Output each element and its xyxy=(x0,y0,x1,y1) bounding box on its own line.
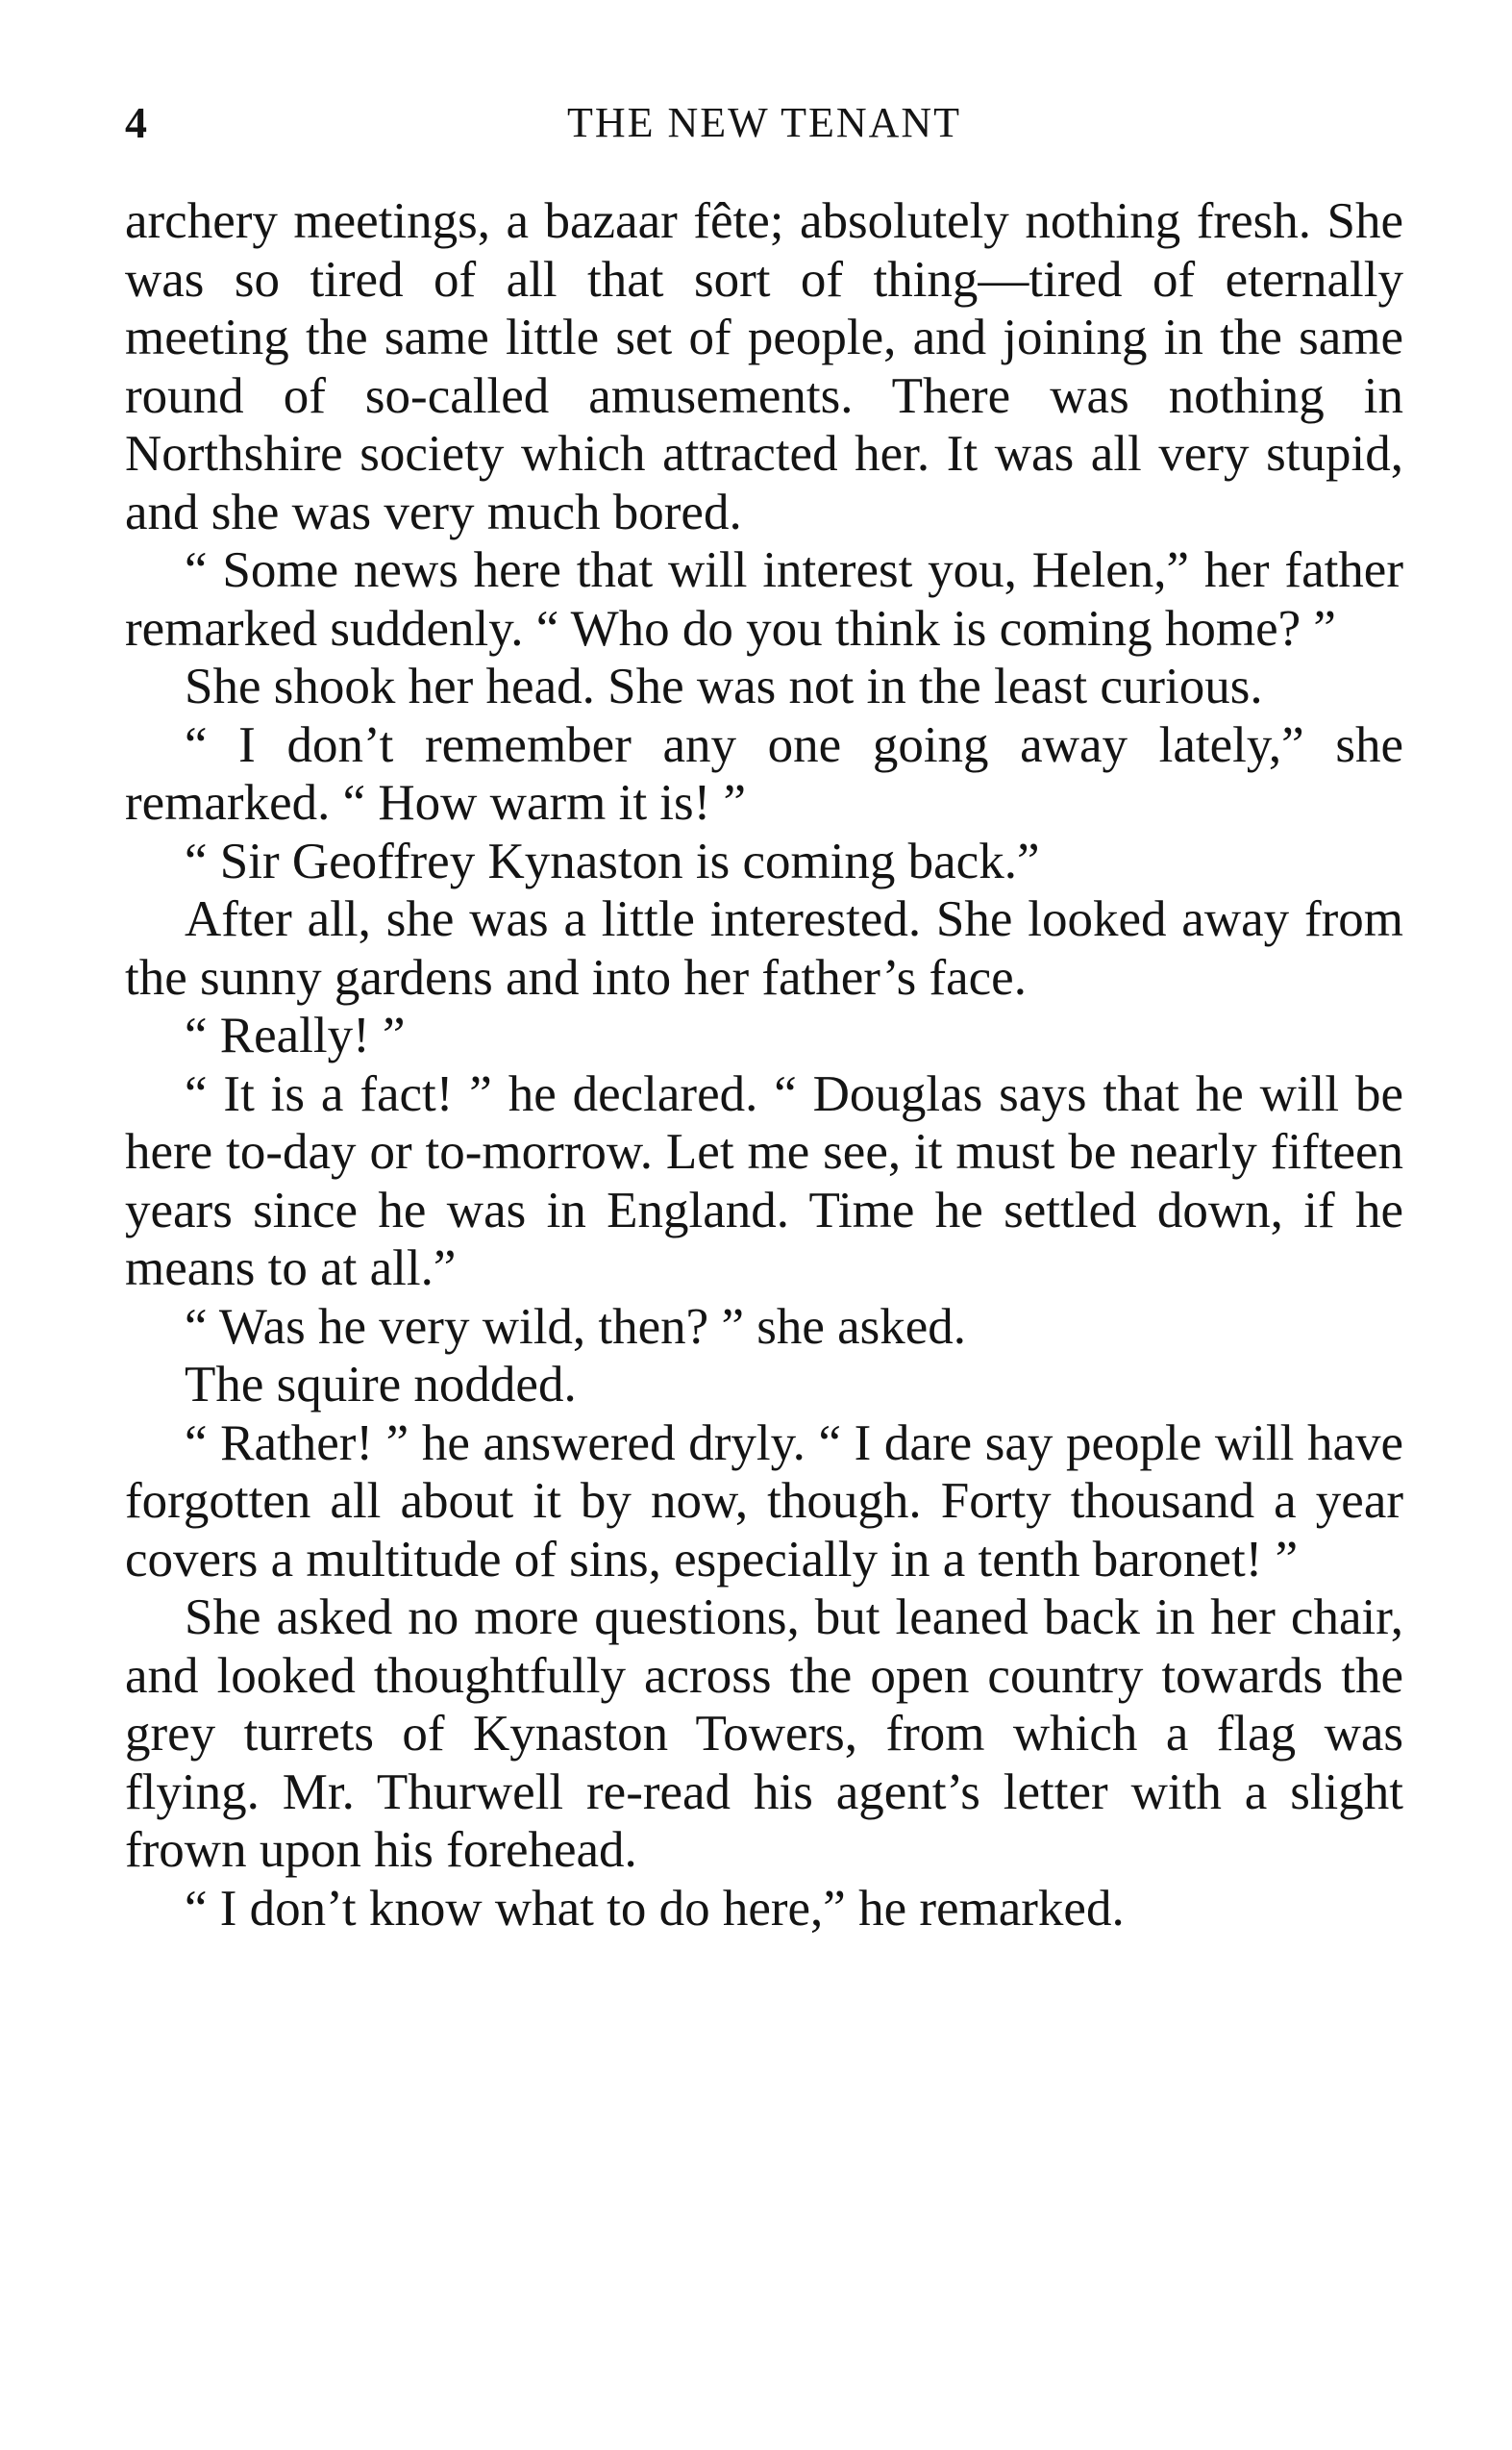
paragraph: “ It is a fact! ” he declared. “ Douglas says that he will be here to-day or to-morrow. Let me see, it must be nearly fifteen years since he was in England. Time he settled down, if he means to at all.” xyxy=(125,1065,1403,1296)
running-title: THE NEW TENANT xyxy=(566,99,962,146)
paragraph: “ Some news here that will interest you, Helen,” her father remarked suddenly. “ Who do you think is coming home? ” xyxy=(125,542,1403,657)
paragraph: After all, she was a little interested. She looked away from the sunny gardens and into her father’s face. xyxy=(125,891,1403,1006)
paragraph-continuation: archery meetings, a bazaar fête; absolutely nothing fresh. She was so tired of all that sort of thing—tired of eternally meeting the same little set of people, and joining in the same round of so-called amusements. There was nothing in Northshire society which attracted her. It was all very stupid, and she was very much bored. xyxy=(125,193,1403,540)
paragraph: She shook her head. She was not in the least curious. xyxy=(185,659,1263,714)
page-number: 4 xyxy=(125,98,147,147)
paragraph: “ Sir Geoffrey Kynaston is coming back.” xyxy=(185,833,1040,889)
paragraph: “ Really! ” xyxy=(185,1008,406,1063)
paragraph: “ I don’t remember any one going away lately,” she remarked. “ How warm it is! ” xyxy=(125,716,1403,831)
paragraph: She asked no more questions, but leaned back in her chair, and looked thoughtfully across the open country towards the grey turrets of Kynaston Towers, from which a flag was flying. Mr. Thurwell re-read his agent’s letter with a slight frown upon his forehead. xyxy=(125,1589,1403,1878)
body-text xyxy=(125,192,1403,1938)
paragraph: The squire nodded. xyxy=(185,1357,577,1412)
paragraph: “ I don’t know what to do here,” he remarked. xyxy=(185,1880,1125,1937)
page-header xyxy=(125,94,1403,152)
paragraph: “ Was he very wild, then? ” she asked. xyxy=(185,1298,967,1355)
paragraph: “ Rather! ” he answered dryly. “ I dare say people will have forgotten all about it by now, though. Forty thousand a year covers a multitude of sins, especially in a tenth baronet! ” xyxy=(125,1414,1403,1588)
